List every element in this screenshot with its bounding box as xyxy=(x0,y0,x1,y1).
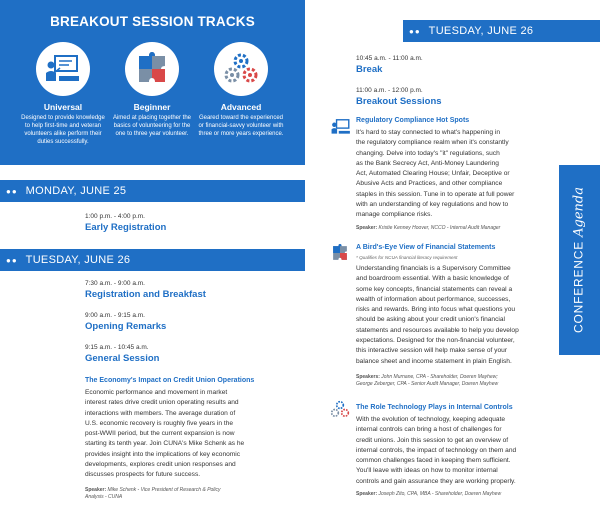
day-label: MONDAY, JUNE 25 xyxy=(25,185,127,197)
slot-title: Breakout Sessions xyxy=(356,96,442,107)
text-line: Economic performance and movement in market xyxy=(85,389,228,396)
speaker-label: Speaker: xyxy=(85,487,107,493)
text-line: with an understanding of key regulations and how to xyxy=(356,201,509,209)
text-line: internal controls, the impact of technology on them and xyxy=(356,446,517,454)
text-line: interest rates drive credit union operating results and xyxy=(85,399,239,407)
speaker-text: Analysis - CUNA xyxy=(85,494,123,500)
session-speaker xyxy=(85,487,221,501)
session-speaker xyxy=(356,225,500,232)
session-speaker xyxy=(356,374,498,388)
slot-time: 1:00 p.m. - 4:00 p.m. xyxy=(85,213,145,220)
text-line: controls and gain assurance they are working properly. xyxy=(356,477,516,485)
slot-time: 9:00 a.m. - 9:15 a.m. xyxy=(85,312,145,319)
text-line: common challenges faced in keeping them sufficient. xyxy=(356,457,511,465)
day-header-tuesday-continued xyxy=(403,20,600,42)
side-tab-script: Agenda xyxy=(571,187,587,237)
speaker-label: Speaker: xyxy=(356,491,378,497)
slot-time: 10:45 a.m. - 11:00 a.m. xyxy=(356,55,423,62)
gears-icon xyxy=(214,42,268,96)
session-description xyxy=(356,415,516,487)
track-name: Universal xyxy=(43,102,83,112)
speaker-text: Joseph Zito, CPA, MBA - Shareholder, Doeren Mayhew xyxy=(377,491,502,497)
session-description xyxy=(356,264,519,367)
text-line: credit unions. Join this session to get an overview of xyxy=(356,436,509,444)
track-universal xyxy=(13,42,113,146)
schedule-slot xyxy=(85,344,159,364)
slot-time: 7:30 a.m. - 9:00 a.m. xyxy=(85,280,145,287)
day-header-tuesday xyxy=(0,249,305,271)
session-description xyxy=(356,128,514,221)
slot-title: Opening Remarks xyxy=(85,321,167,332)
breakout-tracks-panel xyxy=(0,0,305,165)
text-line: It's hard to stay connected to what's happening in xyxy=(356,129,501,136)
text-line: Understanding financials is a Supervisory Committee xyxy=(356,265,511,272)
text-line: some key concepts, financial statements can reveal a xyxy=(356,285,513,293)
dots-icon: ●● xyxy=(409,26,421,36)
text-line: should be asking about your credit union's financial xyxy=(356,316,505,324)
slot-time: 9:15 a.m. - 10:45 a.m. xyxy=(85,344,149,351)
schedule-slot xyxy=(85,280,206,300)
text-line: wealth of information about performance, successes, xyxy=(356,295,511,303)
text-line: statements and resources available to help you develop xyxy=(356,326,519,334)
conference-agenda-tab xyxy=(559,165,600,355)
session-title: The Economy's Impact on Credit Union Operations xyxy=(85,377,255,384)
text-line: developments, explores credit union responses and xyxy=(85,461,236,469)
speaker-text: Kristie Kenney Hoover, NCCO - Internal Audit Manager xyxy=(377,225,501,231)
speaker-label: Speakers: xyxy=(356,374,380,380)
text-line: internal controls can bring a host of challenges for xyxy=(356,426,502,434)
puzzle-icon xyxy=(125,42,179,96)
slot-title: Registration and Breakfast xyxy=(85,289,206,300)
text-line: expectations. Designed for the non-financial volunteer, xyxy=(356,337,515,345)
session-description xyxy=(85,388,244,481)
speaker-text: Mike Schenk - Vice President of Research & Policy xyxy=(106,487,221,493)
schedule-slot xyxy=(356,55,423,75)
text-line: starting its tenth year. Join CUNA's Mike Schenk as he xyxy=(85,440,245,448)
text-line: changing. Delve into today's "it" regulations, such xyxy=(356,149,500,157)
slot-time: 11:00 a.m. - 12:00 p.m. xyxy=(356,87,423,94)
text-line: You'll leave with ideas on how to monitor internal xyxy=(356,467,498,475)
text-line: provides insight into the implications of key economic xyxy=(85,450,241,458)
day-label: TUESDAY, JUNE 26 xyxy=(25,254,131,266)
text-line: as the Bank Secrecy Act, Anti-Money Laundering xyxy=(356,159,499,167)
track-name: Advanced xyxy=(220,102,262,112)
text-line: this interactive session will help make sense of your xyxy=(356,347,507,355)
text-line: staples in this session. Tune in to operate at full power xyxy=(356,190,515,198)
session-title: The Role Technology Plays in Internal Controls xyxy=(356,404,513,411)
text-line: the regulatory compliance realm when it's constantly xyxy=(356,139,509,147)
text-line: and boardroom essential. With a basic knowledge of xyxy=(356,275,509,283)
text-line: post-WWII period, but the current expansion is now xyxy=(85,430,235,438)
track-name: Beginner xyxy=(133,102,171,112)
text-line: With the evolution of technology, keeping adequate xyxy=(356,416,506,423)
text-line: risks and rewards. Bring into focus what questions you xyxy=(356,306,516,314)
track-description: Aimed at placing together the basics of volunteering for the one to three year volunteer. xyxy=(112,115,192,137)
side-tab-word: CONFERENCE xyxy=(571,236,586,333)
text-line: Act, Automated Clearing House; Unfair, Deceptive or xyxy=(356,170,510,178)
slot-title: Break xyxy=(356,64,383,75)
speaker-text: George Zeberger, CPA - Senior Audit Manager, Doeren Mayhew xyxy=(356,381,499,387)
text-line: balance sheet and income statement in plain English. xyxy=(356,357,512,365)
text-line: interactions with members. The average duration of xyxy=(85,409,236,417)
slot-title: Early Registration xyxy=(85,222,167,233)
text-line: manage compliance risks. xyxy=(356,211,433,219)
track-advanced xyxy=(191,42,291,138)
puzzle-icon xyxy=(331,244,351,264)
schedule-slot xyxy=(85,312,166,332)
session-note: * Qualifies for NCUA financial literacy requirement xyxy=(356,255,458,260)
session-speaker xyxy=(356,491,501,498)
dots-icon: ●● xyxy=(6,255,18,265)
slot-title: General Session xyxy=(85,353,160,364)
text-line: U.S. economic recovery is roughly five years in the xyxy=(85,419,234,427)
session-title: Regulatory Compliance Hot Spots xyxy=(356,117,470,124)
presentation-icon xyxy=(36,42,90,96)
track-beginner xyxy=(102,42,202,138)
text-line: discusses prospects for future success. xyxy=(85,471,201,479)
session-title: A Bird's-Eye View of Financial Statements xyxy=(356,244,496,251)
schedule-slot xyxy=(356,87,442,107)
presentation-icon xyxy=(331,118,351,138)
track-description: Designed to provide knowledge to help first-time and veteran volunteers alike perform their duties successfully. xyxy=(21,115,105,145)
schedule-slot xyxy=(85,213,166,233)
dots-icon: ●● xyxy=(6,186,18,196)
day-label: TUESDAY, JUNE 26 xyxy=(428,25,534,37)
gears-icon xyxy=(330,400,350,420)
day-header-monday xyxy=(0,180,305,202)
tracks-title: BREAKOUT SESSION TRACKS xyxy=(50,14,255,29)
track-description: Geared toward the experienced or financial-savvy volunteer with three or more years experience. xyxy=(198,115,284,137)
speaker-label: Speaker: xyxy=(356,225,378,231)
speaker-text: John Murnane, CPA - Shareholder, Doeren Mayhew; xyxy=(379,374,498,380)
side-tab-label xyxy=(572,187,587,333)
text-line: Abusive Acts and Practices, and other compliance xyxy=(356,180,503,188)
